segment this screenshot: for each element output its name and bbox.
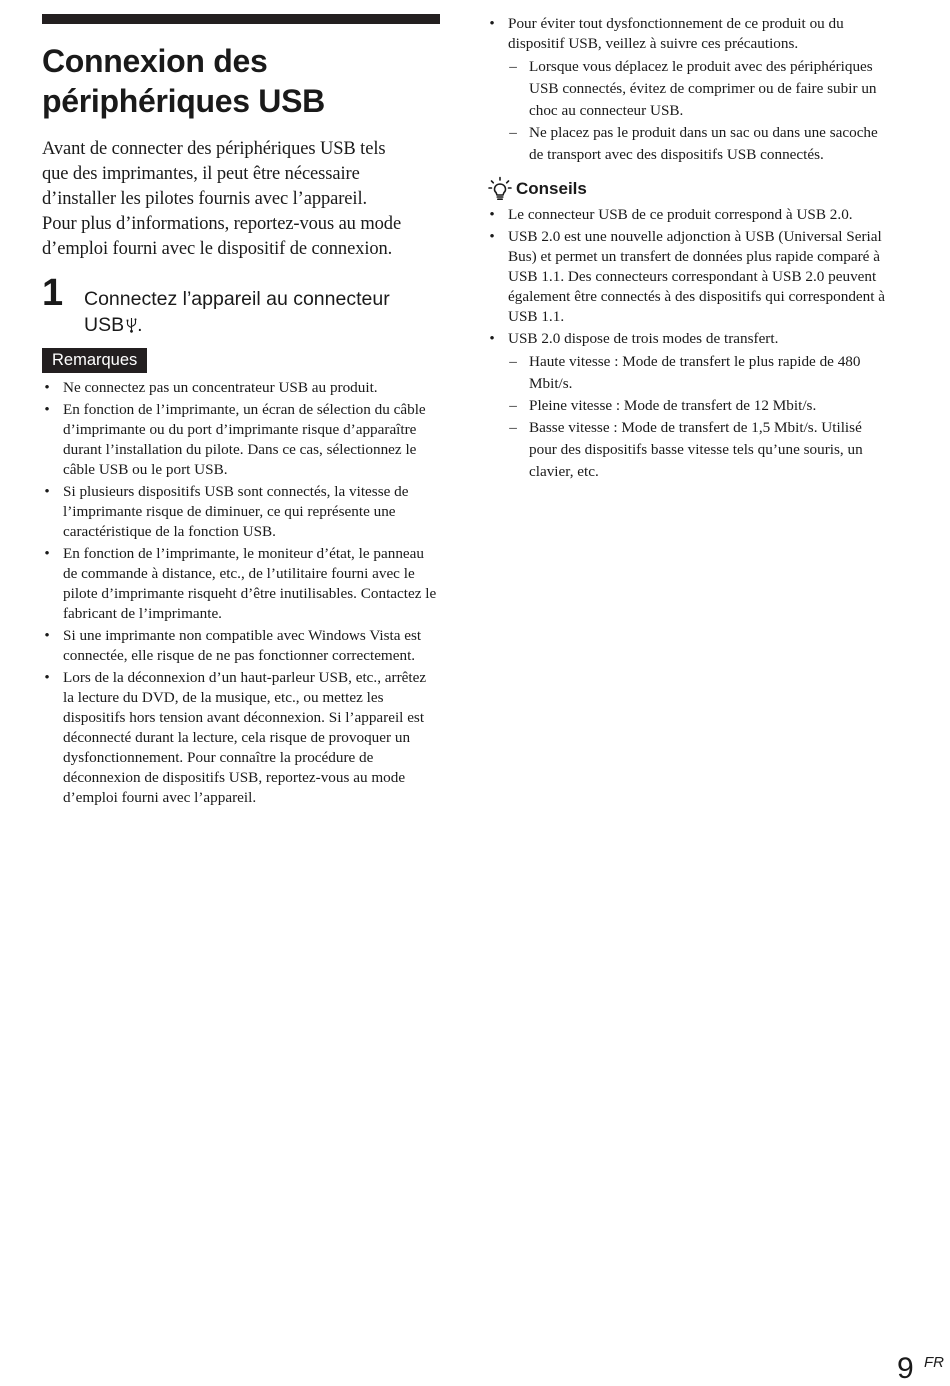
list-item-text: Pour éviter tout dysfonctionnement de ce produit ou du dispositif USB, veillez à suivre ces précautions. [508, 15, 844, 52]
title-rule [42, 14, 440, 24]
step-line2: USB [84, 314, 125, 336]
precautions-sublist [508, 56, 887, 166]
list-item [42, 544, 440, 624]
remarks-list [42, 378, 440, 808]
bullet: • [44, 669, 50, 686]
bullet: • [44, 627, 50, 644]
list-item [487, 329, 887, 483]
step-number: 1 [42, 272, 64, 314]
dash: – [509, 397, 517, 414]
list-item-text: Si une imprimante non compatible avec Windows Vista est connectée, elle risque de ne pas fonctionner correctement. [63, 627, 422, 664]
step-1 [42, 272, 440, 344]
dash: – [509, 419, 517, 436]
page-language: FR [924, 1354, 944, 1371]
tips-heading [487, 176, 887, 202]
sub-list-item-text: Basse vitesse : Mode de transfert de 1,5 Mbit/s. Utilisé pour des dispositifs basse vitesse tels qu’une souris, un clavier, etc. [529, 419, 863, 480]
list-item [42, 482, 440, 542]
list-item-text: Si plusieurs dispositifs USB sont connectés, la vitesse de l’imprimante risque de diminuer, ce qui représente une caractéristique de la fonction USB. [63, 483, 409, 540]
bullet: • [489, 228, 495, 245]
intro-line: d’emploi fourni avec le dispositif de connexion. [42, 239, 393, 259]
tips-list [487, 205, 887, 483]
remarks-heading: Remarques [42, 348, 147, 373]
intro-line: d’installer les pilotes fournis avec l’appareil. [42, 189, 368, 209]
list-item [487, 205, 887, 225]
list-item [487, 227, 887, 327]
list-item [42, 400, 440, 480]
intro-line: Pour plus d’informations, reportez-vous au mode [42, 214, 402, 234]
list-item-text: En fonction de l’imprimante, le moniteur d’état, le panneau de commande à distance, etc., de l’utilitaire fourni avec le pilote d’imprimante risqueht d’être inutilisables. Contactez le fabricant de l’imprimante. [63, 545, 437, 622]
sub-list-item [508, 351, 887, 395]
bullet: • [489, 15, 495, 32]
tips-label: Conseils [516, 179, 587, 198]
dash: – [509, 58, 517, 75]
intro-paragraph [42, 137, 440, 262]
bullet: • [44, 483, 50, 500]
page-title-line1: Connexion des [42, 43, 268, 79]
bullet: • [44, 379, 50, 396]
lightbulb-icon [487, 176, 513, 202]
step-line1: Connectez l’appareil au connecteur [84, 288, 390, 310]
list-item [42, 668, 440, 808]
list-item [42, 626, 440, 666]
sub-list-item [508, 417, 887, 483]
sub-list-item-text: Pleine vitesse : Mode de transfert de 12 Mbit/s. [529, 397, 817, 414]
intro-line: Avant de connecter des périphériques USB tels [42, 139, 386, 159]
sub-list-item [508, 395, 887, 417]
right-column [487, 14, 887, 485]
list-item-text: Le connecteur USB de ce produit correspond à USB 2.0. [508, 206, 853, 223]
sub-list-item-text: Ne placez pas le produit dans un sac ou dans une sacoche de transport avec des dispositifs USB connectés. [529, 124, 878, 163]
intro-line: que des imprimantes, il peut être nécessaire [42, 164, 360, 184]
list-item-text: USB 2.0 est une nouvelle adjonction à USB (Universal Serial Bus) et permet un transfert de données plus rapide comparé à USB 1.1. Des connecteurs correspondant à USB 2.0 peuvent également être connectés à des dispositifs qui correspondent à USB 1.1. [508, 228, 886, 325]
left-column [42, 14, 440, 810]
sub-list-item-text: Lorsque vous déplacez le produit avec des périphériques USB connectés, évitez de comprimer ou de faire subir un choc au connecteur USB. [529, 58, 877, 119]
step-end: . [137, 314, 143, 336]
bullet: • [44, 401, 50, 418]
bullet: • [489, 330, 495, 347]
list-item-text: Ne connectez pas un concentrateur USB au produit. [63, 379, 378, 396]
dash: – [509, 124, 517, 141]
page-number: 9 [897, 1352, 914, 1385]
list-item-text: USB 2.0 dispose de trois modes de transfert. [508, 330, 779, 347]
sub-list-item-text: Haute vitesse : Mode de transfert le plus rapide de 480 Mbit/s. [529, 353, 861, 392]
bullet: • [489, 206, 495, 223]
step-instruction [84, 286, 434, 338]
list-item [487, 14, 887, 166]
page-title-line2: périphériques USB [42, 83, 325, 119]
page-title [42, 41, 440, 121]
precautions-list [487, 14, 887, 166]
sub-list-item [508, 56, 887, 122]
transfer-modes-list [508, 351, 887, 483]
bullet: • [44, 545, 50, 562]
list-item [42, 378, 440, 398]
sub-list-item [508, 122, 887, 166]
list-item-text: En fonction de l’imprimante, un écran de sélection du câble d’imprimante ou du port d’imprimante risque d’apparaître durant l’installation du pilote. Dans ce cas, sélectionnez le câble USB ou le port USB. [63, 401, 426, 478]
usb-icon [126, 317, 137, 333]
dash: – [509, 353, 517, 370]
list-item-text: Lors de la déconnexion d’un haut-parleur USB, etc., arrêtez la lecture du DVD, de la musique, etc., ou mettez les dispositifs hors tension avant déconnexion. Si l’appareil est déconnecté durant la lecture, cela risque de provoquer un dysfonctionnement. Pour connaître la procédure de déconnexion de dispositifs USB, reportez-vous au mode d’emploi fourni avec l’appareil. [63, 669, 427, 806]
